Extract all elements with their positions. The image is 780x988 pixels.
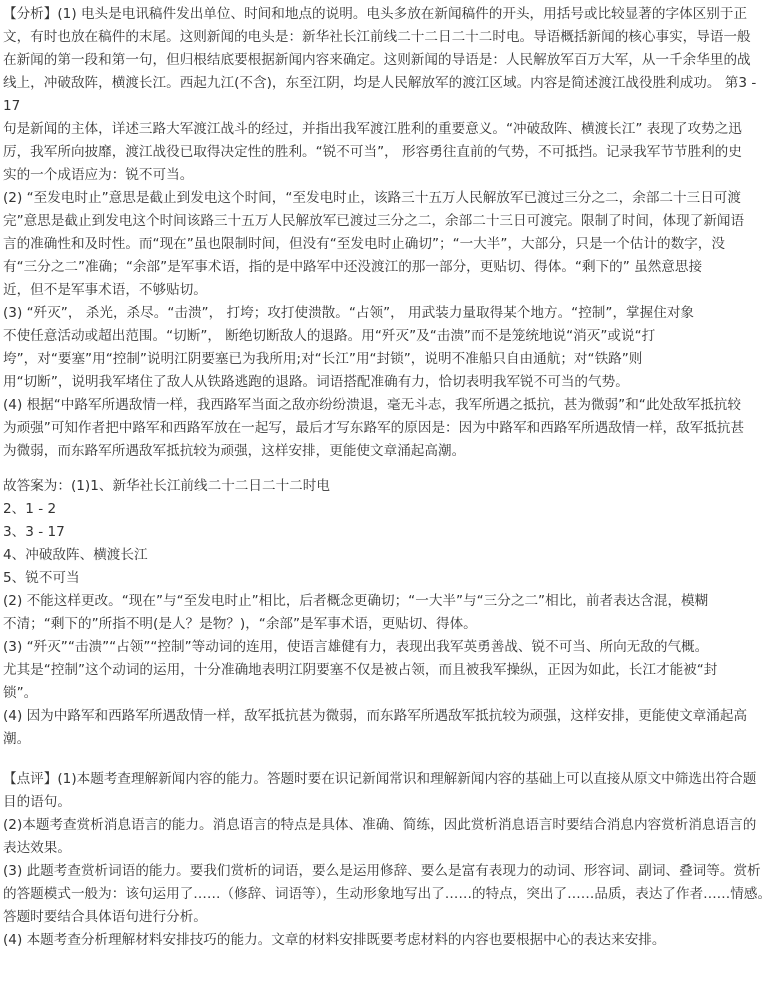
comment-line: 目的语句。 [3, 794, 71, 810]
spacer [3, 463, 777, 475]
comment-line: (2)本题考查赏析消息语言的能力。消息语言的特点是具体、准确、简练，因此赏析消息语言时要结合消息内容赏析消息语言的 [3, 817, 757, 833]
answer-line: 2、1 - 2 [3, 501, 57, 517]
analysis-line: 言的准确性和及时性。而“现在”虽也限制时间，但没有“至发电时止确切”；“一大半”，大部分，只是一个估计的数字，没 [3, 236, 725, 252]
analysis-line: 为微弱，而东路军所遇敌军抵抗较为顽强，这样安排，更能使文章涌起高潮。 [3, 443, 466, 459]
answer-line: 3、3 - 17 [3, 524, 65, 540]
analysis-line: 实的一个成语应为：锐不可当。 [3, 167, 194, 183]
answer-line: 4、冲破敌阵、横渡长江 [3, 547, 148, 563]
answer-line: (3) “歼灭”“击溃”“占领”“控制”等动词的连用，使语言雄健有力，表现出我军英勇善战、锐不可当、所向无敌的气概。 [3, 639, 709, 655]
answer-line: 尤其是“控制”这个动词的运用，十分准确地表明江阴要塞不仅是被占领，而且被我军操纵，正因为如此，长江才能被“封 [3, 662, 718, 678]
comment-line: (3) 此题考查赏析词语的能力。要我们赏析的词语，要么是运用修辞、要么是富有表现力的动词、形容词、副词、叠词等。赏析 [3, 863, 761, 879]
answer-line: (2) 不能这样更改。“现在”与“至发电时止”相比，后者概念更确切；“一大半”与“三分之二”相比，前者表达含混，模糊 [3, 593, 709, 609]
analysis-line: 文，有时也放在稿件的末尾。这则新闻的电头是：新华社长江前线二十二日二十二时电。导语概括新闻的核心事实，导语一般 [3, 29, 751, 45]
analysis-section [3, 3, 777, 463]
analysis-line: 在新闻的第一段和第一句，但归根结底要根据新闻内容来确定。这则新闻的导语是：人民解放军百万大军，从一千余华里的战 [3, 52, 751, 68]
comment-line: 表达效果。 [3, 840, 71, 856]
answer-line: 不清；“剩下的”所指不明(是人？是物？)，“余部”是军事术语，更贴切、得体。 [3, 616, 477, 632]
analysis-line: 【分析】(1) 电头是电讯稿件发出单位、时间和地点的说明。电头多放在新闻稿件的开头，用括号或比较显著的字体区别于正 [3, 6, 748, 22]
comment-section [3, 768, 777, 952]
answer-line: (4) 因为中路军和西路军所遇敌情一样，敌军抵抗甚为微弱，而东路军所遇敌军抵抗较为顽强，这样安排，更能使文章涌起高 [3, 708, 748, 724]
analysis-line: (2) “至发电时止”意思是截止到发电这个时间，“至发电时止，该路三十五万人民解放军已渡过三分之二，余部二十三日可渡 [3, 190, 741, 206]
answer-line: 潮。 [3, 731, 31, 747]
analysis-line: 句是新闻的主体，详述三路大军渡江战斗的经过，并指出我军渡江胜利的重要意义。“冲破敌阵、横渡长江” 表现了攻势之迅 [3, 121, 742, 137]
comment-line: 【点评】(1)本题考查理解新闻内容的能力。答题时要在识记新闻常识和理解新闻内容的基础上可以直接从原文中筛选出符合题 [3, 771, 757, 787]
analysis-line: 用“切断”，说明我军堵住了敌人从铁路逃跑的退路。词语搭配准确有力，恰切表明我军锐不可当的气势。 [3, 374, 629, 390]
analysis-line: 厉，我军所向披靡，渡江战役已取得决定性的胜利。“锐不可当”， 形容勇往直前的气势，不可抵挡。记录我军节节胜利的史 [3, 144, 742, 160]
answer-line: 故答案为：(1)1、新华社长江前线二十二日二十二时电 [3, 478, 330, 494]
answer-line: 锁”。 [3, 685, 38, 701]
analysis-line: 有“三分之二”准确；“余部”是军事术语，指的是中路军中还没渡江的那一部分，更贴切、得体。“剩下的” 虽然意思接 [3, 259, 703, 275]
analysis-line: 完”意思是截止到发电这个时间该路三十五万人民解放军已渡过三分之二，余部二十三日可渡完。限制了时间，体现了新闻语 [3, 213, 745, 229]
analysis-line: 近，但不是军事术语，不够贴切。 [3, 282, 207, 298]
spacer [3, 751, 777, 768]
comment-line: (4) 本题考查分析理解材料安排技巧的能力。文章的材料安排既要考虑材料的内容也要根据中心的表达来安排。 [3, 932, 666, 948]
analysis-line: (4) 根据“中路军所遇敌情一样，我西路军当面之敌亦纷纷溃退，毫无斗志，我军所遇之抵抗，甚为微弱”和“此处敌军抵抗较 [3, 397, 741, 413]
analysis-line: 不使任意活动或超出范围。“切断”， 断绝切断敌人的退路。用“歼灭”及“击溃”而不是笼统地说“消灭”或说“打 [3, 328, 656, 344]
analysis-line: 垮”，对“要塞”用“控制”说明江阴要塞已为我所用;对“长江”用“封锁”，说明不准船只自由通航；对“铁路”则 [3, 351, 643, 367]
analysis-line: 线上，冲破敌阵，横渡长江。西起九江(不含)，东至江阴，均是人民解放军的渡江区域。内容是简述渡江战役胜利成功。 第3 - [3, 75, 757, 91]
comment-line: 的答题模式一般为：该句运用了……（修辞、词语等），生动形象地写出了……的特点，突出了……品质，表达了作者……情感。 [3, 886, 772, 902]
analysis-line: 17 [3, 98, 21, 114]
answer-line: 5、锐不可当 [3, 570, 80, 586]
answer-section [3, 475, 777, 751]
comment-line: 答题时要结合具体语句进行分析。 [3, 909, 207, 925]
analysis-line: (3) “歼灭”， 杀光，杀尽。“击溃”， 打垮；攻打使溃散。“占领”， 用武装力量取得某个地方。“控制”，掌握住对象 [3, 305, 695, 321]
analysis-line: 为顽强”可知作者把中路军和西路军放在一起写，最后才写东路军的原因是：因为中路军和西路军所遇敌情一样，敌军抵抗甚 [3, 420, 745, 436]
